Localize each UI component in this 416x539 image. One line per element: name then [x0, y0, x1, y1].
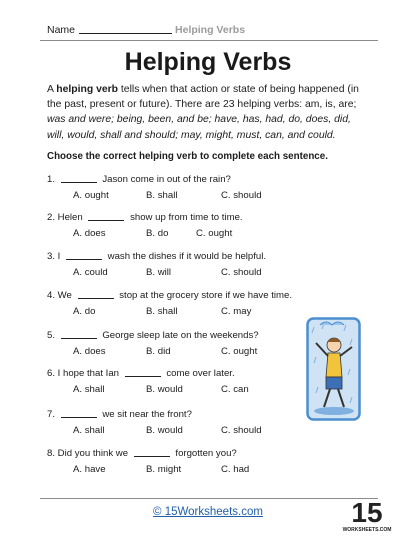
option-c[interactable]: C. should — [221, 267, 262, 278]
intro-paragraph — [47, 82, 377, 143]
option-a[interactable]: A. could — [73, 267, 108, 278]
footer-divider — [40, 498, 378, 499]
option-a[interactable]: A. do — [73, 306, 96, 317]
option-c[interactable]: C. ought — [196, 228, 233, 239]
answer-blank[interactable] — [125, 376, 161, 377]
option-c[interactable]: C. can — [221, 384, 249, 395]
option-a[interactable]: A. have — [73, 464, 106, 475]
name-label: Name — [47, 24, 76, 36]
question-5: 5. George sleep late on the weekends? — [47, 330, 259, 341]
question-3: 3. I wash the dishes if it would be helpful. — [47, 251, 267, 262]
option-c[interactable]: C. had — [221, 464, 250, 475]
option-a[interactable]: A. does — [73, 346, 106, 357]
option-b[interactable]: B. would — [146, 425, 183, 436]
copyright-link[interactable]: © 15Worksheets.com — [153, 506, 263, 518]
answer-blank[interactable] — [61, 417, 97, 418]
option-c[interactable]: C. may — [221, 306, 252, 317]
logo-text: WORKSHEETS.COM — [342, 527, 392, 533]
worksheet-name: Helping Verbs — [175, 24, 246, 36]
option-b[interactable]: B. shall — [146, 306, 178, 317]
answer-blank[interactable] — [134, 456, 170, 457]
option-c[interactable]: C. ought — [221, 346, 258, 357]
option-b[interactable]: B. do — [146, 228, 169, 239]
question-8: 8. Did you think we forgotten you? — [47, 448, 237, 459]
question-2: 2. Helen show up from time to time. — [47, 212, 243, 223]
intro-line-4: will, would, shall and should; may, might, must, can, and could. — [47, 129, 336, 141]
header-divider — [40, 40, 378, 41]
answer-blank[interactable] — [61, 338, 97, 339]
question-7: 7. we sit near the front? — [47, 409, 192, 420]
15-worksheets-logo — [342, 495, 392, 535]
page-title: Helping Verbs — [124, 48, 292, 76]
option-b[interactable]: B. might — [146, 464, 182, 475]
intro-line-1: A helping verb tells when that action or state of being happened (in — [47, 84, 359, 95]
intro-line-2: the past, present or future). There are 23 helping verbs: am, is, are; — [47, 99, 357, 111]
helping-verb-term: helping verb — [56, 84, 119, 95]
option-b[interactable]: B. did — [146, 346, 171, 357]
answer-blank[interactable] — [61, 182, 97, 183]
option-b[interactable]: B. would — [146, 384, 183, 395]
option-a[interactable]: A. shall — [73, 384, 105, 395]
option-a[interactable]: A. does — [73, 228, 106, 239]
instructions: Choose the correct helping verb to complete each sentence. — [47, 151, 328, 162]
option-c[interactable]: C. should — [221, 425, 262, 436]
intro-line-3: was and were; being, been, and be; have, has, had, do, does, did, — [47, 114, 351, 126]
question-6: 6. I hope that Ian come over later. — [47, 368, 235, 379]
name-row — [47, 24, 245, 36]
option-c[interactable]: C. should — [221, 190, 262, 201]
question-1: 1. Jason come in out of the rain? — [47, 174, 231, 185]
logo-number: 15 — [351, 497, 383, 528]
question-4: 4. We stop at the grocery store if we have time. — [47, 290, 292, 301]
option-a[interactable]: A. shall — [73, 425, 105, 436]
boy-in-rain-illustration — [306, 317, 361, 421]
option-a[interactable]: A. ought — [73, 190, 109, 201]
option-b[interactable]: B. shall — [146, 190, 178, 201]
answer-blank[interactable] — [78, 298, 114, 299]
answer-blank[interactable] — [88, 220, 124, 221]
answer-blank[interactable] — [66, 259, 102, 260]
option-b[interactable]: B. will — [146, 267, 172, 278]
name-line[interactable] — [79, 33, 172, 34]
